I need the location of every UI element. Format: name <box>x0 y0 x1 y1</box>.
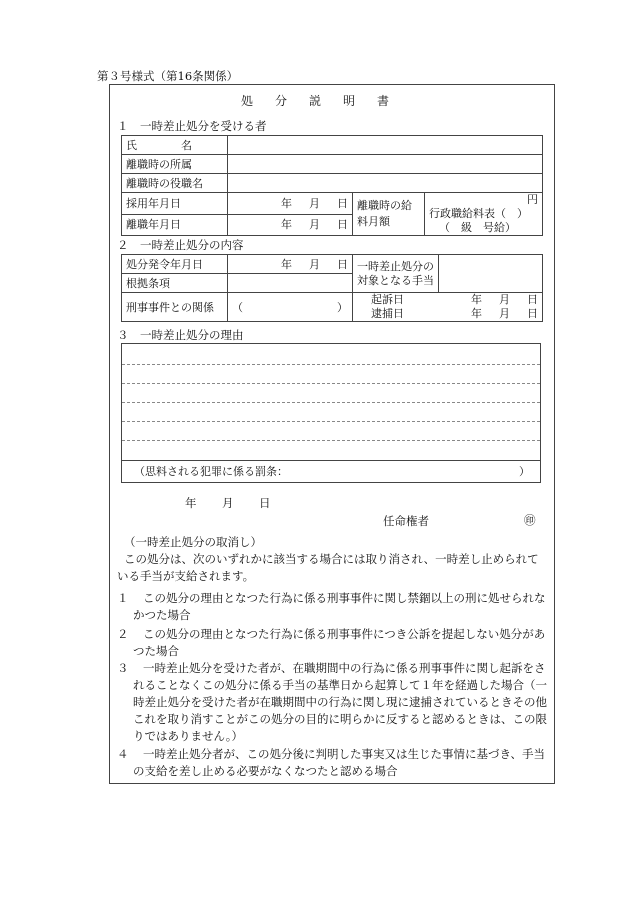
retire-date-label: 離職年月日 <box>122 214 228 236</box>
dotted-line <box>122 440 540 441</box>
hire-date-label: 採用年月日 <box>122 193 228 215</box>
section2-heading: ２ 一時差止処分の内容 <box>117 238 244 252</box>
note-item-4 <box>117 746 551 780</box>
note-line: この処分の理由となつた行為に係る刑事事件につき公訴を提起しない処分があ <box>143 627 546 641</box>
notes-intro-line2: いる手当が支給されます。 <box>117 569 255 583</box>
year-unit: 年 <box>471 293 482 306</box>
appointer-label: 任命権者 <box>383 514 429 528</box>
note-line: 一時差止処分を受けた者が、在職期間中の行為に係る刑事事件に関し起訴をさ <box>143 661 546 675</box>
month-unit: 月 <box>222 496 234 510</box>
criminal-case-label: 刑事事件との関係 <box>122 293 228 322</box>
seal-icon: ㊞ <box>524 513 536 527</box>
dotted-line <box>122 383 540 384</box>
day-unit: 日 <box>527 293 538 306</box>
issue-date-label: 処分発令年月日 <box>122 255 228 274</box>
penalty-row[interactable] <box>122 460 540 482</box>
position-label: 離職時の役職名 <box>122 174 228 193</box>
day-unit: 日 <box>337 257 348 271</box>
salary-label: 離職時の給料月額 <box>353 193 425 236</box>
year-unit: 年 <box>185 496 197 510</box>
day-unit: 日 <box>259 496 271 510</box>
notes-heading: （一時差止処分の取消し） <box>124 535 262 549</box>
section1-table <box>121 135 543 236</box>
note-number: ４ <box>117 747 129 761</box>
month-unit: 月 <box>499 307 510 320</box>
day-unit: 日 <box>337 196 348 210</box>
basis-label: 根拠条項 <box>122 274 228 293</box>
indictment-label: 起訴日 <box>371 293 404 306</box>
penalty-close: ） <box>519 465 530 478</box>
dept-field[interactable] <box>228 155 543 174</box>
note-number: ３ <box>117 661 129 675</box>
note-line: れることなくこの処分に係る手当の基準日から起算して１年を経過した場合（一 <box>133 678 547 692</box>
target-allowance-label: 一時差止処分の対象となる手当 <box>353 255 439 293</box>
retire-date-field[interactable] <box>228 214 353 236</box>
note-line: これを取り消すことがこの処分の目的に明らかに反すると認めるときは、この限 <box>133 712 547 726</box>
note-number: ２ <box>117 627 129 641</box>
note-line: かつた場合 <box>133 608 191 622</box>
dotted-line <box>122 421 540 422</box>
month-unit: 月 <box>309 257 320 271</box>
note-number: １ <box>117 591 129 605</box>
month-unit: 月 <box>309 218 320 232</box>
note-item-2 <box>117 626 551 660</box>
section1-heading: １ 一時差止処分を受ける者 <box>117 119 267 133</box>
salary-field[interactable] <box>425 193 543 236</box>
year-unit: 年 <box>281 218 292 232</box>
indictment-arrest-field[interactable] <box>353 293 543 322</box>
note-item-3 <box>117 660 551 745</box>
penalty-label: （思料される犯罪に係る罰条： <box>134 465 288 478</box>
criminal-case-field[interactable] <box>228 293 353 322</box>
note-line: 一時差止処分者が、この処分後に判明した事実又は生じた事情に基づき、手当 <box>143 747 546 761</box>
paren-open: （ <box>232 300 243 314</box>
year-unit: 年 <box>471 307 482 320</box>
paren-close: ） <box>337 300 348 314</box>
month-unit: 月 <box>309 196 320 210</box>
year-unit: 年 <box>281 196 292 210</box>
position-field[interactable] <box>228 174 543 193</box>
issue-date-field[interactable] <box>228 255 353 274</box>
note-line: 時差止処分を受けた者が在職期間中の行為に関し現に逮捕されているときその他 <box>133 695 547 709</box>
section2-table <box>121 254 543 322</box>
year-unit: 年 <box>281 257 292 271</box>
arrest-label: 逮捕日 <box>371 307 404 320</box>
note-line: の支給を差し止める必要がなくなつたと認める場合 <box>133 764 398 778</box>
name-field[interactable] <box>228 136 543 155</box>
dotted-line <box>122 364 540 365</box>
dotted-line <box>122 402 540 403</box>
form-id: 第３号様式（第16条関係） <box>97 69 239 83</box>
dept-label: 離職時の所属 <box>122 155 228 174</box>
notes-intro-line1: この処分は、次のいずれかに該当する場合には取り消され、一時差し止められて <box>124 552 539 566</box>
salary-table: 行政職給料表（ ） <box>429 207 528 220</box>
day-unit: 日 <box>337 218 348 232</box>
day-unit: 日 <box>527 307 538 320</box>
target-allowance-field[interactable] <box>439 255 543 293</box>
page-title: 処分説明書 <box>240 94 411 108</box>
section3-heading: ３ 一時差止処分の理由 <box>117 328 244 342</box>
note-line: りではありません。） <box>133 729 243 743</box>
name-label: 氏 名 <box>122 136 228 155</box>
month-unit: 月 <box>499 293 510 306</box>
yen-unit: 円 <box>527 193 538 206</box>
hire-date-field[interactable] <box>228 193 353 215</box>
note-item-1 <box>117 590 551 624</box>
note-line: つた場合 <box>133 644 179 658</box>
salary-grade: （ 級 号給） <box>439 221 516 234</box>
note-line: この処分の理由となつた行為に係る刑事事件に関し禁錮以上の刑に処せられな <box>143 591 546 605</box>
basis-field[interactable] <box>228 274 353 293</box>
reason-box[interactable] <box>121 343 541 483</box>
